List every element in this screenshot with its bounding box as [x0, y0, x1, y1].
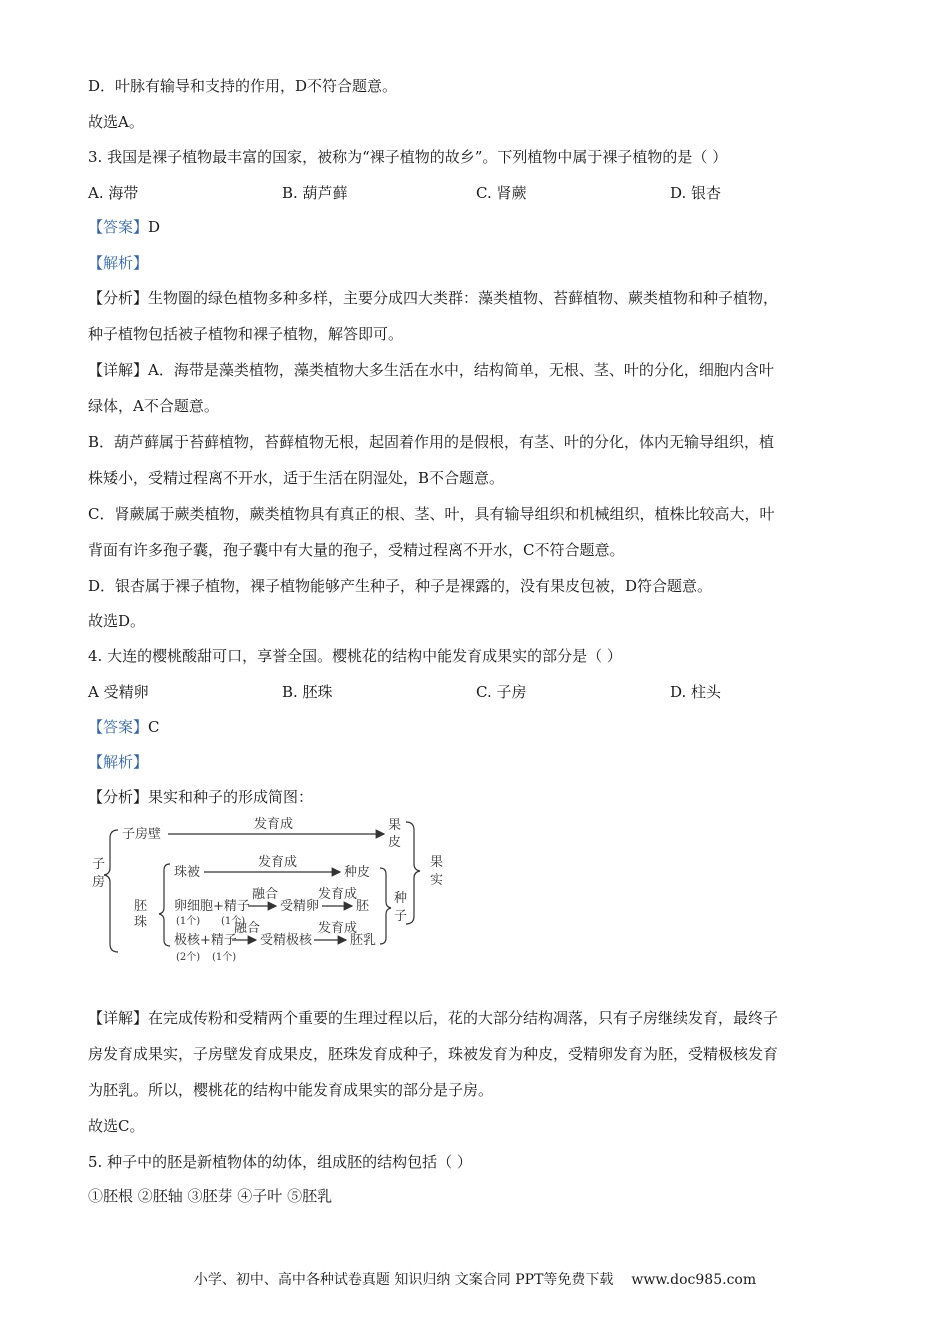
fenxi-tag: 【分析】 [88, 788, 149, 806]
label-pei: 胚 [356, 899, 370, 914]
q3-answer [88, 217, 160, 237]
label-count-c: (2个) [176, 952, 201, 963]
label-zhongpi: 种皮 [344, 865, 371, 880]
fenxi-text: 果实和种子的形成简图： [148, 788, 314, 806]
footer-text: 小学、初中、高中各种试卷真题 知识归纳 文案合同 PPT等免费下载 [193, 1272, 614, 1288]
fenxi-text: 生物圈的绿色植物多种多样，主要分成四大类群：藻类植物、苔藓植物、蕨类植物和种子植物， [148, 289, 779, 307]
jiexi-tag: 【解析】 [88, 753, 149, 771]
text-line: D．叶脉有输导和支持的作用，D不符合题意。 [88, 77, 398, 95]
label-jihe: 极核+精子 [174, 933, 237, 948]
brace-zifang [104, 830, 118, 952]
text-line: 故选A。 [88, 113, 144, 131]
label-zifangbi: 子房壁 [122, 827, 162, 842]
q4-option-d: D. 柱头 [670, 683, 722, 701]
q4-answer [88, 717, 160, 737]
jiexi-tag: 【解析】 [88, 254, 149, 272]
label-peizhu-1: 胚 [134, 899, 148, 914]
label-guoshi-1: 果 [430, 855, 444, 870]
q3-option-d: D. 银杏 [670, 184, 722, 202]
text-line: B．葫芦藓属于苔藓植物，苔藓植物无根，起固着作用的是假根，有茎、叶的分化，体内无输导组织，植 [88, 433, 775, 451]
xiangjie-text: A．海带是藻类植物，藻类植物大多生活在水中，结构简单，无根、茎、叶的分化，细胞内含叶 [148, 361, 774, 379]
label-fayucheng-2: 发育成 [258, 855, 298, 870]
fruit-seed-formation-diagram [88, 812, 468, 970]
xiangjie-text: 在完成传粉和受精两个重要的生理过程以后，花的大部分结构凋落，只有子房继续发育，最终子 [148, 1009, 779, 1027]
answer-tag: 【答案】 [88, 718, 149, 736]
q3-option-a: A. 海带 [88, 184, 139, 202]
label-guopi-1: 果 [388, 818, 402, 833]
label-shoujingjihe: 受精极核 [260, 933, 313, 948]
q5-items: ①胚根 ②胚轴 ③胚芽 ④子叶 ⑤胚乳 [88, 1187, 333, 1205]
text-line: 为胚乳。所以，樱桃花的结构中能发育成果实的部分是子房。 [88, 1081, 494, 1099]
label-zhongzi-2: 子 [394, 909, 408, 924]
xiangjie-tag: 【详解】 [88, 361, 149, 379]
label-zhongzi-1: 种 [394, 891, 408, 906]
answer-tag: 【答案】 [88, 218, 149, 236]
q3-xiangjie [88, 360, 774, 380]
label-count-b: (1个) [221, 916, 246, 927]
label-count-d: (1个) [212, 952, 237, 963]
brace-zhongzi [380, 868, 391, 944]
answer-value: D [148, 218, 161, 236]
label-peizhu-2: 珠 [134, 915, 148, 930]
q4-option-b: B. 胚珠 [282, 683, 333, 701]
label-fayucheng-1: 发育成 [254, 817, 294, 832]
label-count-a: (1个) [176, 916, 201, 927]
label-ronghe-1: 融合 [252, 887, 279, 902]
question-3: 3. 我国是裸子植物最丰富的国家，被称为“裸子植物的故乡”。下列植物中属于裸子植物的是（ ） [88, 148, 728, 166]
fenxi-tag: 【分析】 [88, 289, 149, 307]
question-5: 5. 种子中的胚是新植物体的幼体，组成胚的结构包括（ ） [88, 1153, 472, 1171]
label-fayucheng-3: 发育成 [318, 887, 358, 902]
text-line: 故选D。 [88, 612, 146, 630]
label-zifang-1: 子 [92, 857, 106, 872]
footer-url[interactable]: www.doc985.com [631, 1272, 757, 1288]
text-line: D．银杏属于裸子植物，裸子植物能够产生种子，种子是裸露的，没有果皮包被，D符合题意。 [88, 577, 713, 595]
q4-option-c: C. 子房 [476, 683, 527, 701]
label-guopi-2: 皮 [388, 835, 402, 850]
label-peiru: 胚乳 [350, 933, 377, 948]
brace-guoshi [406, 822, 420, 924]
q3-option-b: B. 葫芦藓 [282, 184, 348, 202]
brace-peizhu [159, 864, 170, 946]
answer-value: C [148, 718, 160, 736]
text-line: 房发育成果实，子房壁发育成果皮，胚珠发育成种子，珠被发育为种皮，受精卵发育为胚，受精极核发育 [88, 1045, 779, 1063]
text-line: 故选C。 [88, 1117, 145, 1135]
label-ronghe-2: 融合 [234, 921, 261, 936]
label-zhubei: 珠被 [174, 865, 201, 880]
q3-option-c: C. 肾蕨 [476, 184, 527, 202]
question-4: 4. 大连的樱桃酸甜可口，享誉全国。樱桃花的结构中能发育成果实的部分是（ ） [88, 647, 622, 665]
q3-fenxi [88, 288, 778, 308]
text-line: 种子植物包括被子植物和裸子植物，解答即可。 [88, 325, 404, 343]
q4-xiangjie [88, 1008, 778, 1028]
label-shoujingluan: 受精卵 [280, 899, 320, 914]
label-luanxibao: 卵细胞+精子 [174, 899, 250, 914]
text-line: 背面有许多孢子囊，孢子囊中有大量的孢子，受精过程离不开水，C不符合题意。 [88, 541, 625, 559]
label-fayucheng-4: 发育成 [318, 921, 358, 936]
label-zifang-2: 房 [92, 875, 106, 890]
q4-fenxi [88, 787, 313, 807]
text-line: 绿体，A不合题意。 [88, 397, 219, 415]
q4-option-a: A 受精卵 [88, 683, 149, 701]
page-footer [0, 1270, 950, 1290]
text-line: C．肾蕨属于蕨类植物，蕨类植物具有真正的根、茎、叶，具有输导组织和机械组织，植株比较高大，叶 [88, 505, 775, 523]
text-line: 株矮小，受精过程离不开水，适于生活在阴湿处，B不合题意。 [88, 469, 505, 487]
label-guoshi-2: 实 [430, 873, 444, 888]
xiangjie-tag: 【详解】 [88, 1009, 149, 1027]
